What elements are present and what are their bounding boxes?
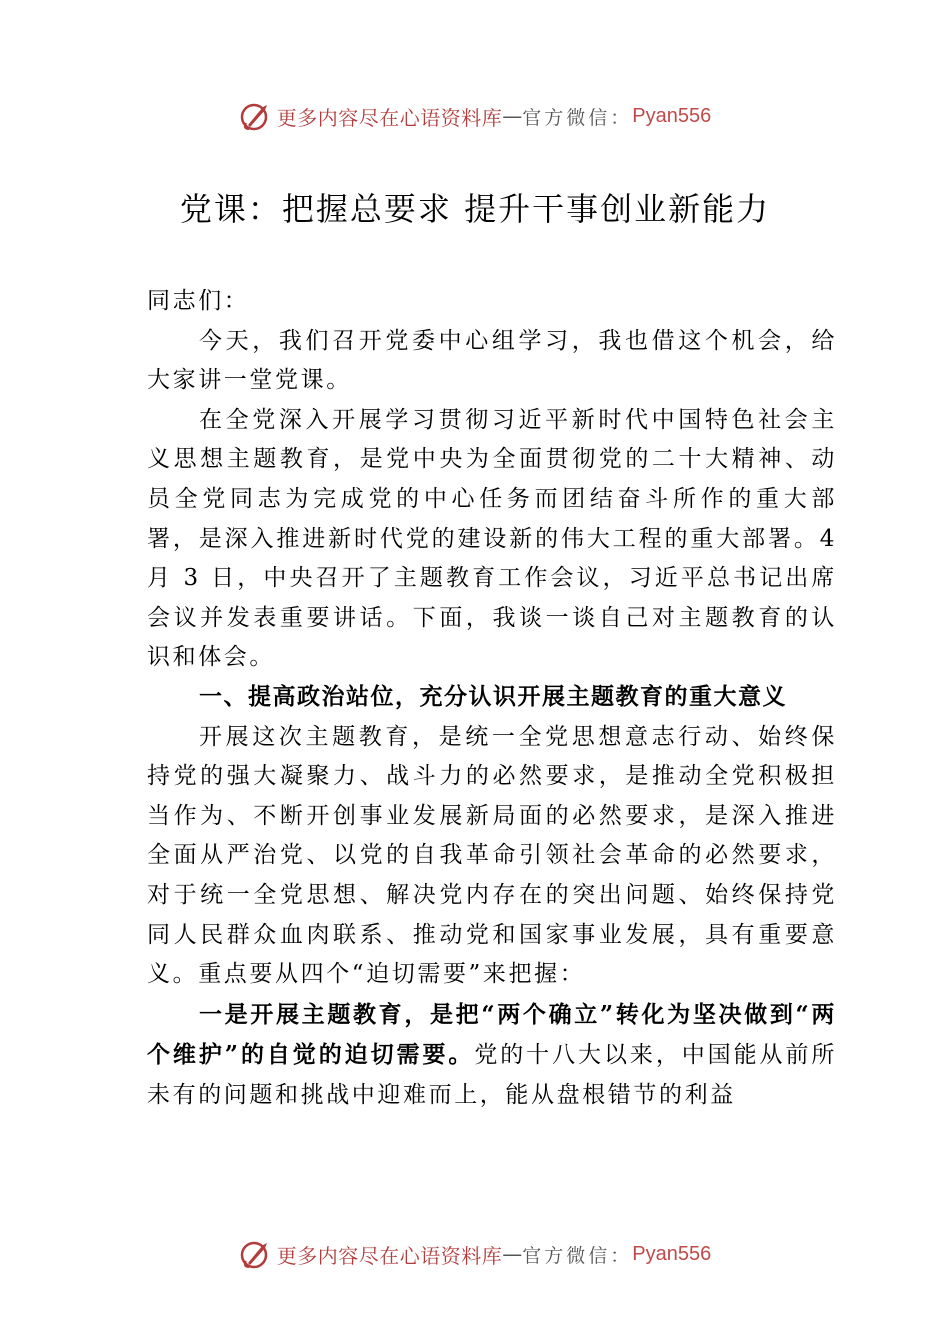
watermark-wechat-id: Pyan556: [632, 104, 712, 127]
paragraph-2: 在全党深入开展学习贯彻习近平新时代中国特色社会主义思想主题教育，是党中央为全面贯彻党的二十大精神、动员全党同志为完成党的中心任务而团结奋斗所作的重大部署，是深入推进新时代党的建设新的伟大工程的重大部署。4 月 3 日，中央召开了主题教育工作会议，习近平总书记出席会议并发表重要讲话。下面，我谈一谈自己对主题教育的认识和体会。: [147, 406, 837, 671]
salutation: 同志们：: [147, 288, 250, 314]
watermark-main-text: 更多内容尽在心语资料库: [276, 1243, 503, 1268]
watermark-wechat-label: 官方微信：: [522, 106, 633, 129]
pen-nib-logo-icon: [239, 99, 273, 133]
document-title: 党课：把握总要求 提升干事创业新能力: [179, 190, 771, 228]
watermark-wechat-label: 官方微信：: [522, 1244, 633, 1267]
document-body: [147, 282, 837, 1115]
watermark-wechat-id: Pyan556: [632, 1242, 712, 1265]
paragraph-4-lead: 一是开展主题教育，是把“两个确立”转化为坚决做到“两个维护”的自觉的迫切需要。: [147, 1000, 837, 1069]
watermark-footer: [0, 1234, 950, 1274]
watermark-separator: —: [502, 104, 523, 128]
paragraph-4-text: 党的十八大以来，中国能从前所未有的问题和挑战中迎难而上，能从盘根错节的利益: [147, 1042, 837, 1108]
paragraph-3: 开展这次主题教育，是统一全党思想意志行动、始终保持党的强大凝聚力、战斗力的必然要求，是推动全党积极担当作为、不断开创事业发展新局面的必然要求，是深入推进全面从严治党、以党的自我革命引领社会革命的必然要求， 对于统一全党思想、解决党内存在的突出问题、始终保持党同人民群众血肉联系、推动党和国家事业发展，具有重要意义。重点要从四个“迫切需要”来把握：: [147, 723, 837, 988]
watermark-main-text: 更多内容尽在心语资料库: [276, 105, 503, 130]
pen-nib-logo-icon: [239, 1237, 273, 1271]
watermark-separator: —: [502, 1242, 523, 1266]
paragraph-4: [147, 995, 837, 1116]
paragraph-1: 今天，我们召开党委中心组学习，我也借这个机会，给大家讲一堂党课。: [147, 327, 837, 394]
watermark-header: [0, 96, 950, 136]
section-heading-1: 一、提高政治站位，充分认识开展主题教育的重大意义: [199, 683, 787, 710]
